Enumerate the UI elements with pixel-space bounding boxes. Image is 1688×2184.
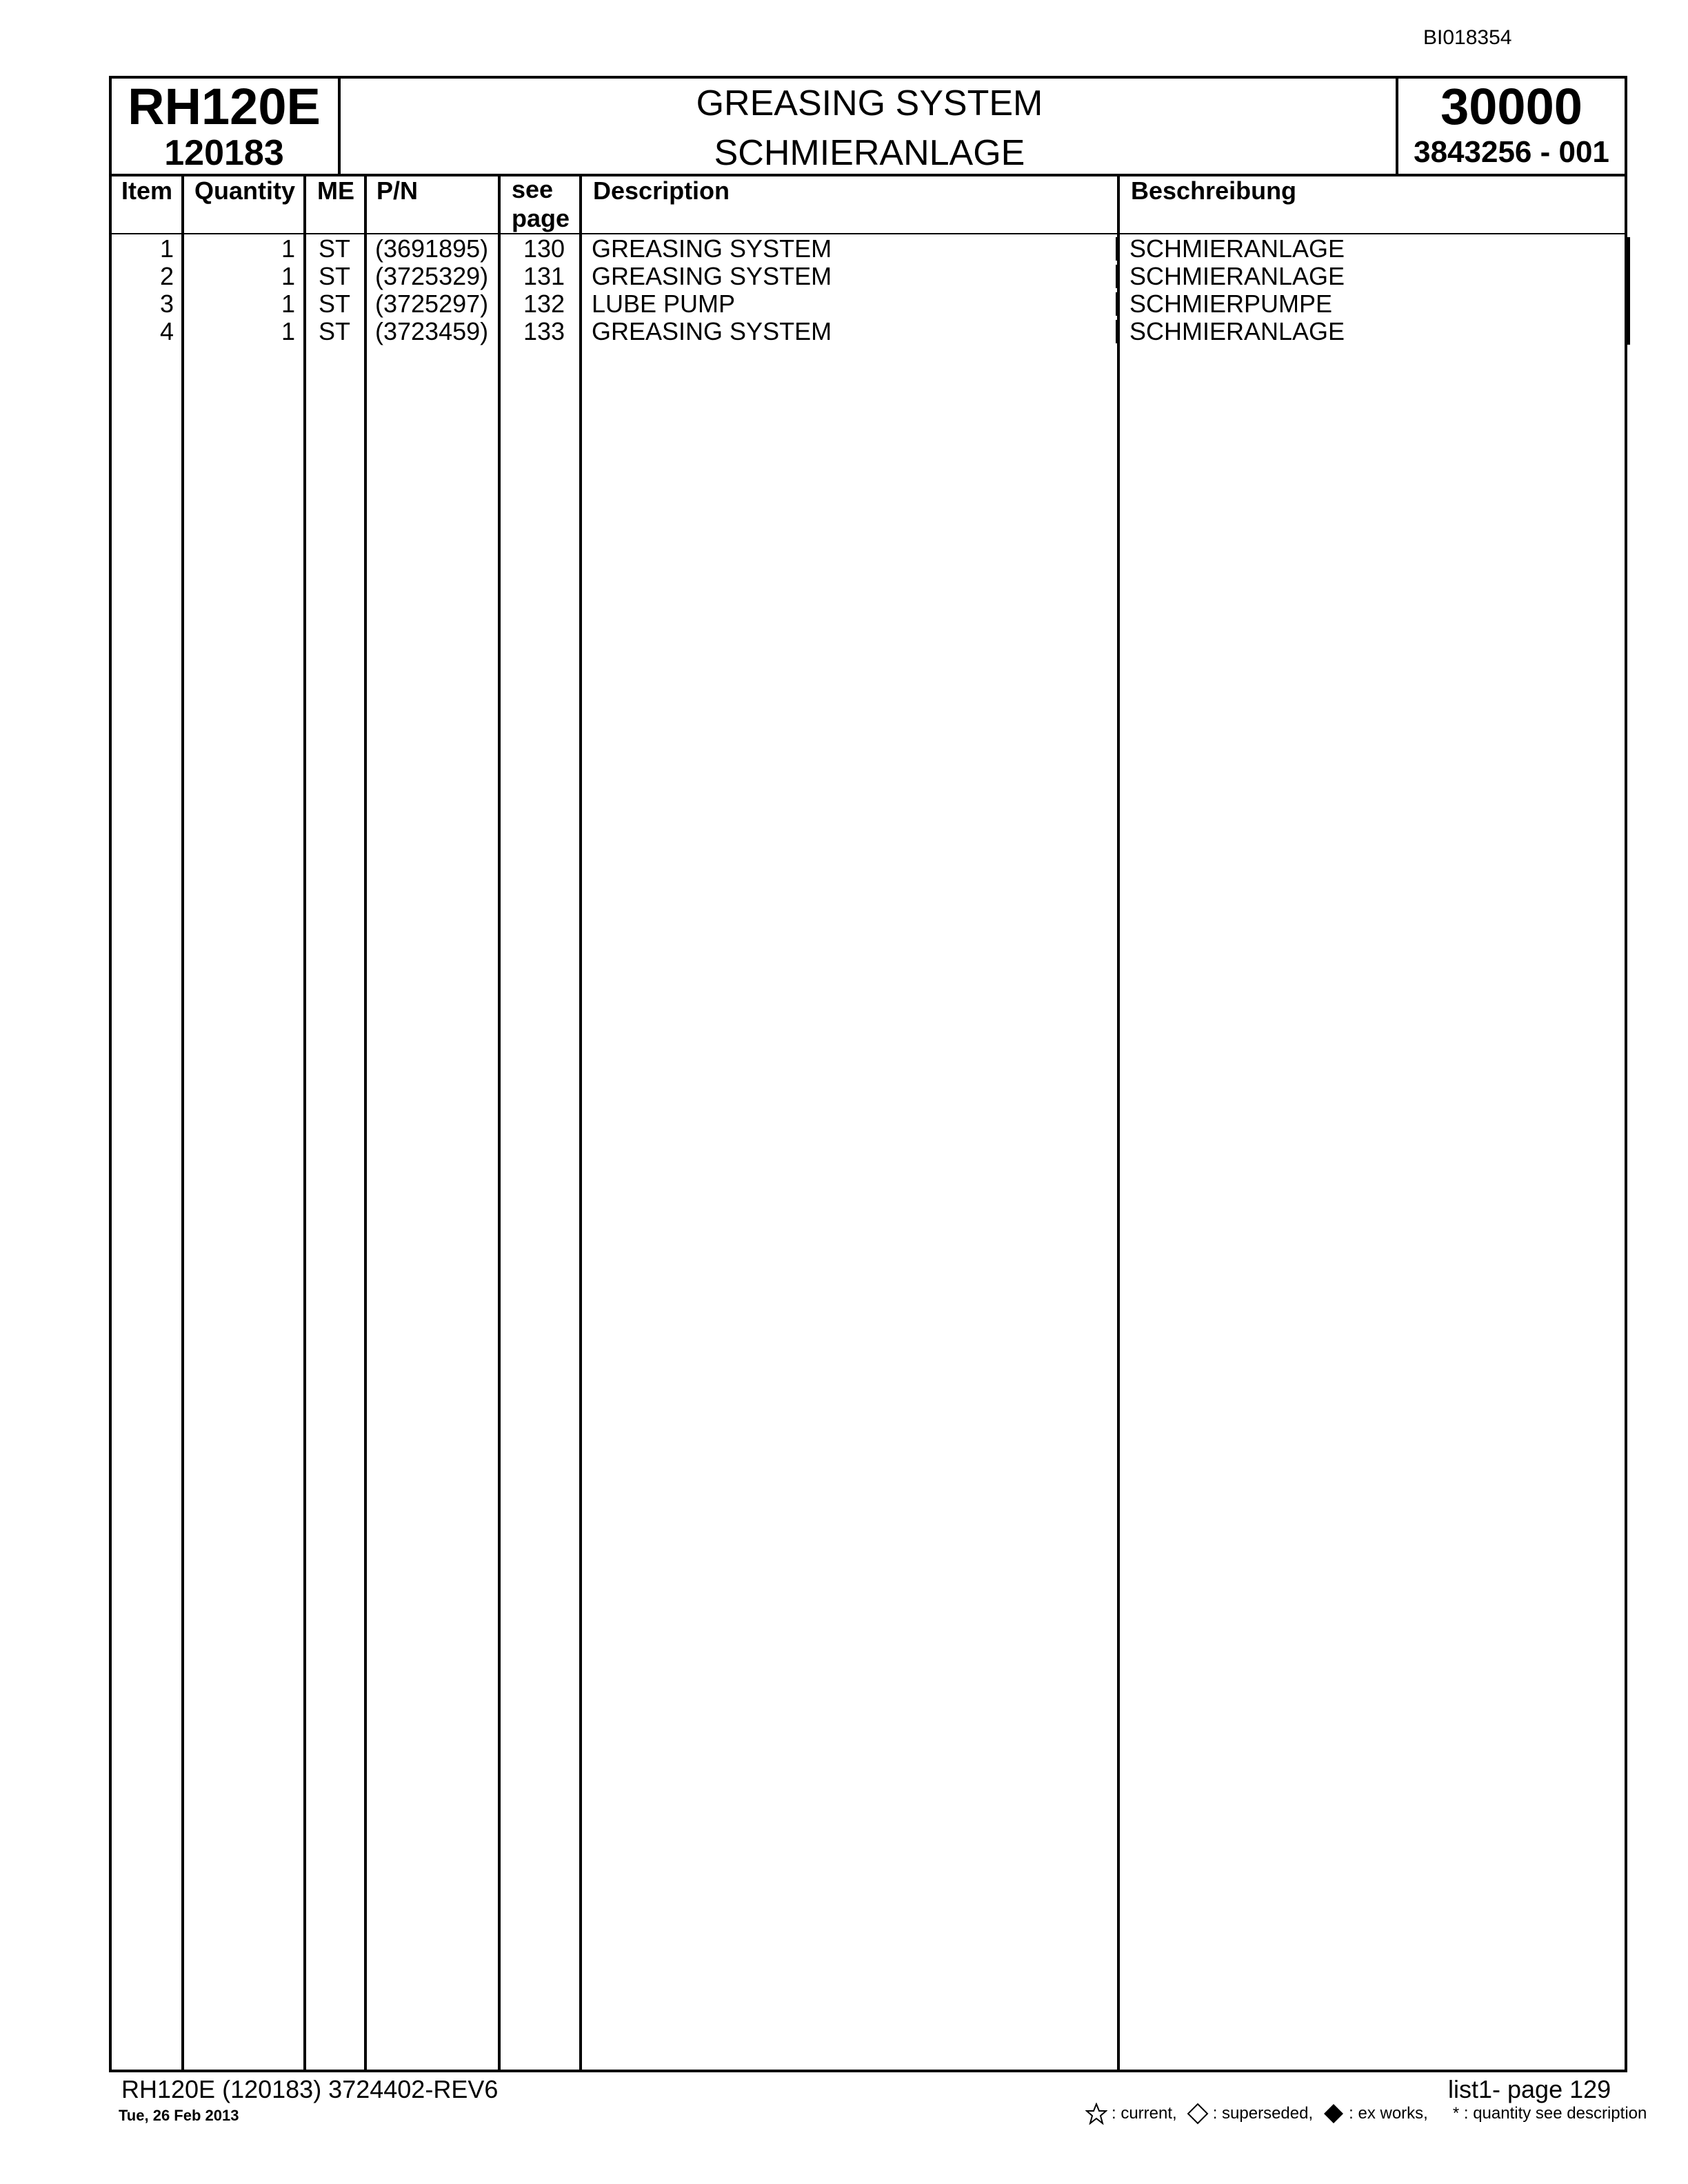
row-beschreibung: SCHMIERANLAGE	[1129, 262, 1345, 290]
row-me: ST	[318, 234, 350, 263]
legend-superseded: : superseded,	[1212, 2104, 1314, 2123]
row-me: ST	[318, 290, 350, 318]
col-header-me: ME	[317, 176, 354, 205]
change-marker	[1116, 265, 1118, 288]
column-divider-quantity	[303, 175, 306, 2072]
model-name: RH120E	[128, 78, 321, 135]
revision-bar	[1627, 237, 1630, 345]
group-number: 30000	[1440, 78, 1582, 135]
row-beschreibung: SCHMIERPUMPE	[1129, 290, 1333, 318]
row-see-page: 130	[523, 234, 565, 263]
title-german: SCHMIERANLAGE	[714, 133, 1025, 173]
row-part-number: (3691895)	[375, 234, 489, 263]
column-divider-page	[579, 175, 582, 2072]
column-divider-me	[364, 175, 367, 2072]
row-see-page: 132	[523, 290, 565, 318]
col-header-see-page: see page	[512, 175, 570, 232]
legend-quantity-note: * : quantity see description	[1452, 2104, 1647, 2123]
row-description: LUBE PUMP	[592, 290, 736, 318]
row-part-number: (3725329)	[375, 262, 489, 290]
row-item: 2	[159, 262, 174, 290]
col-header-quantity: Quantity	[194, 176, 296, 205]
symbol-legend	[1076, 2103, 1647, 2125]
col-header-pn: P/N	[376, 176, 419, 205]
change-marker	[1116, 292, 1118, 316]
row-see-page: 133	[523, 317, 565, 345]
col-header-item: Item	[121, 176, 173, 205]
row-item: 4	[159, 317, 174, 345]
column-divider-description	[1117, 175, 1120, 2072]
col-header-description: Description	[593, 176, 730, 205]
change-marker	[1116, 237, 1118, 261]
title-english: GREASING SYSTEM	[696, 83, 1043, 123]
row-description: GREASING SYSTEM	[592, 317, 832, 345]
diamond-outline-icon	[1187, 2103, 1209, 2125]
legend-ex-works: : ex works,	[1349, 2104, 1428, 2123]
footer-reference: RH120E (120183) 3724402-REV6	[121, 2075, 499, 2103]
parts-list-frame	[109, 76, 1627, 2072]
row-item: 1	[159, 234, 174, 263]
row-description: GREASING SYSTEM	[592, 262, 832, 290]
footer-date: Tue, 26 Feb 2013	[119, 2107, 239, 2124]
legend-current: : current,	[1112, 2104, 1177, 2123]
row-beschreibung: SCHMIERANLAGE	[1129, 234, 1345, 263]
row-me: ST	[318, 262, 350, 290]
document-id: BI018354	[1423, 26, 1512, 49]
star-outline-icon	[1085, 2103, 1107, 2125]
row-see-page: 131	[523, 262, 565, 290]
change-marker	[1116, 320, 1118, 343]
header-divider-left	[338, 76, 341, 176]
row-part-number: (3725297)	[375, 290, 489, 318]
column-divider-pn	[498, 175, 501, 2072]
group-reference: 3843256 - 001	[1414, 135, 1609, 169]
footer-page-number: list1- page 129	[1448, 2075, 1611, 2103]
row-description: GREASING SYSTEM	[592, 234, 832, 263]
col-header-beschreibung: Beschreibung	[1131, 176, 1297, 205]
row-me: ST	[318, 317, 350, 345]
row-quantity: 1	[281, 317, 295, 345]
row-quantity: 1	[281, 262, 295, 290]
serial-number: 120183	[164, 133, 284, 173]
row-part-number: (3723459)	[375, 317, 489, 345]
column-divider-item	[181, 175, 184, 2072]
row-quantity: 1	[281, 234, 295, 263]
row-quantity: 1	[281, 290, 295, 318]
row-item: 3	[159, 290, 174, 318]
diamond-filled-icon	[1323, 2103, 1345, 2125]
row-beschreibung: SCHMIERANLAGE	[1129, 317, 1345, 345]
